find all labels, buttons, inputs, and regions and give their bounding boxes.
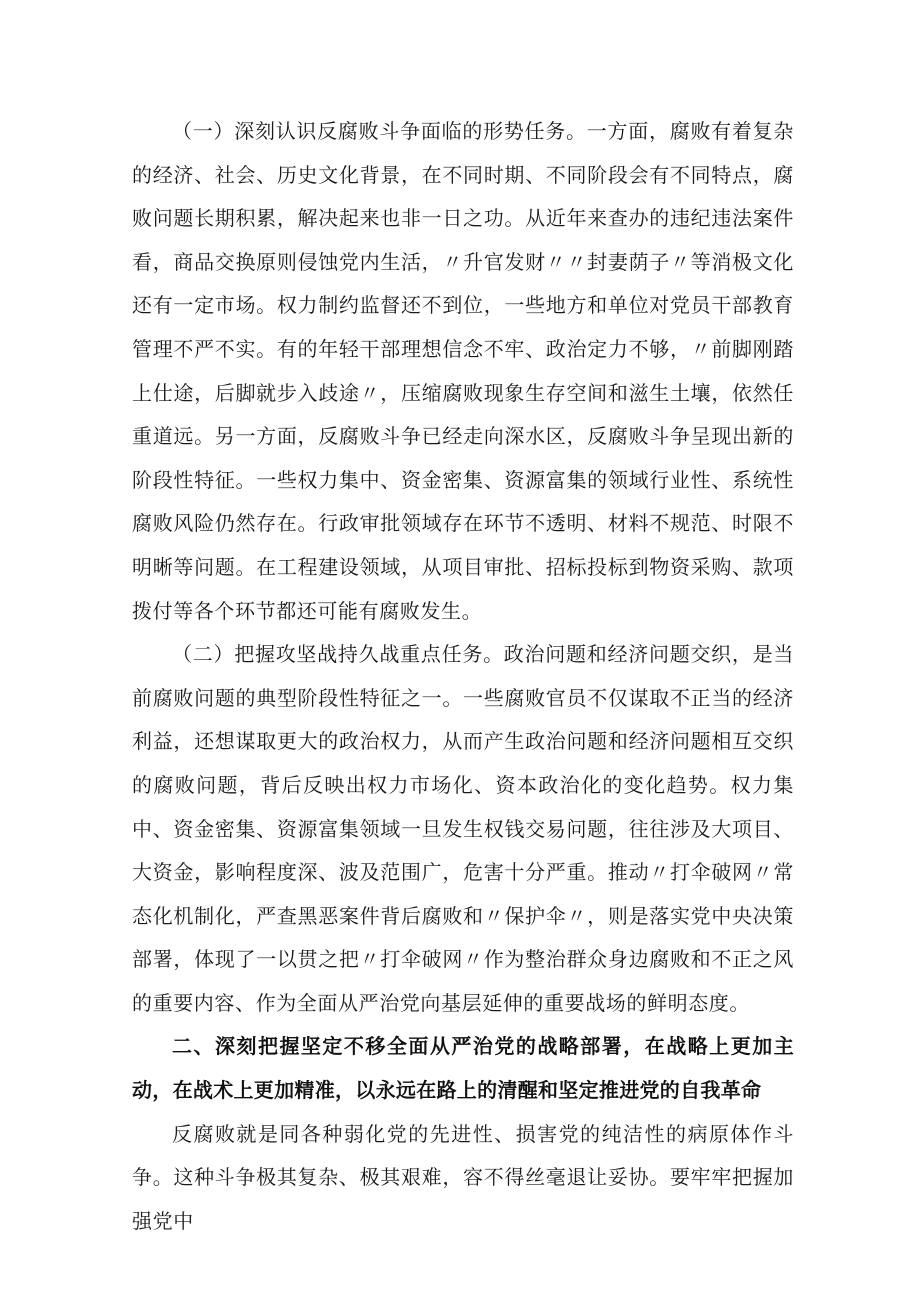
paragraph-situation-tasks: （一）深刻认识反腐败斗争面临的形势任务。一方面，腐败有着复杂的经济、社会、历史文化背景，在不同时期、不同阶段会有不同特点，腐败问题长期积累，解决起来也非一日之功。从近年来查办的违纪违法案件看，商品交换原则侵蚀党内生活，〃升官发财〃〃封妻荫子〃等消极文化还有一定市场。权力制约监督还不到位，一些地方和单位对党员干部教育管理不严不实。有的年轻干部理想信念不牢、政治定力不够，〃前脚刚踏上仕途，后脚就步入歧途〃，压缩腐败现象生存空间和滋生土壤，依然任重道远。另一方面，反腐败斗争已经走向深水区，反腐败斗争呈现出新的阶段性特征。一些权力集中、资金密集、资源富集的领域行业性、系统性腐败风险仍然存在。行政审批领域存在环节不透明、材料不规范、时限不明晰等问题。在工程建设领域，从项目审批、招标投标到物资采购、款项拨付等各个环节都还可能有腐败发生。: [132, 119, 794, 623]
paragraph-key-tasks: （二）把握攻坚战持久战重点任务。政治问题和经济问题交织，是当前腐败问题的典型阶段性特征之一。一些腐败官员不仅谋取不正当的经济利益，还想谋取更大的政治权力，从而产生政治问题和经济问题相互交织的腐败问题，背后反映出权力市场化、资本政治化的变化趋势。权力集中、资金密集、资源富集领域一旦发生权钱交易问题，往往涉及大项目、大资金，影响程度深、波及范围广，危害十分严重。推动〃打伞破网〃常态化机制化，严查黑恶案件背后腐败和〃保护伞〃，则是落实党中央决策部署，体现了一以贯之把〃打伞破网〃作为整治群众身边腐败和不正之风的重要内容、作为全面从严治党向基层延伸的重要战场的鲜明态度。: [132, 642, 794, 1015]
document-body: [132, 110, 794, 1243]
section-heading-2: 二、深刻把握坚定不移全面从严治党的战略部署，在战略上更加主动，在战术上更加精准，以永远在路上的清醒和坚定推进党的自我革命: [132, 1034, 794, 1103]
paragraph-anti-corruption: 反腐败就是同各种弱化党的先进性、损害党的纯洁性的病原体作斗争。这种斗争极其复杂、极其艰难，容不得丝毫退让妥协。要牢牢把握加强党中: [132, 1121, 794, 1233]
